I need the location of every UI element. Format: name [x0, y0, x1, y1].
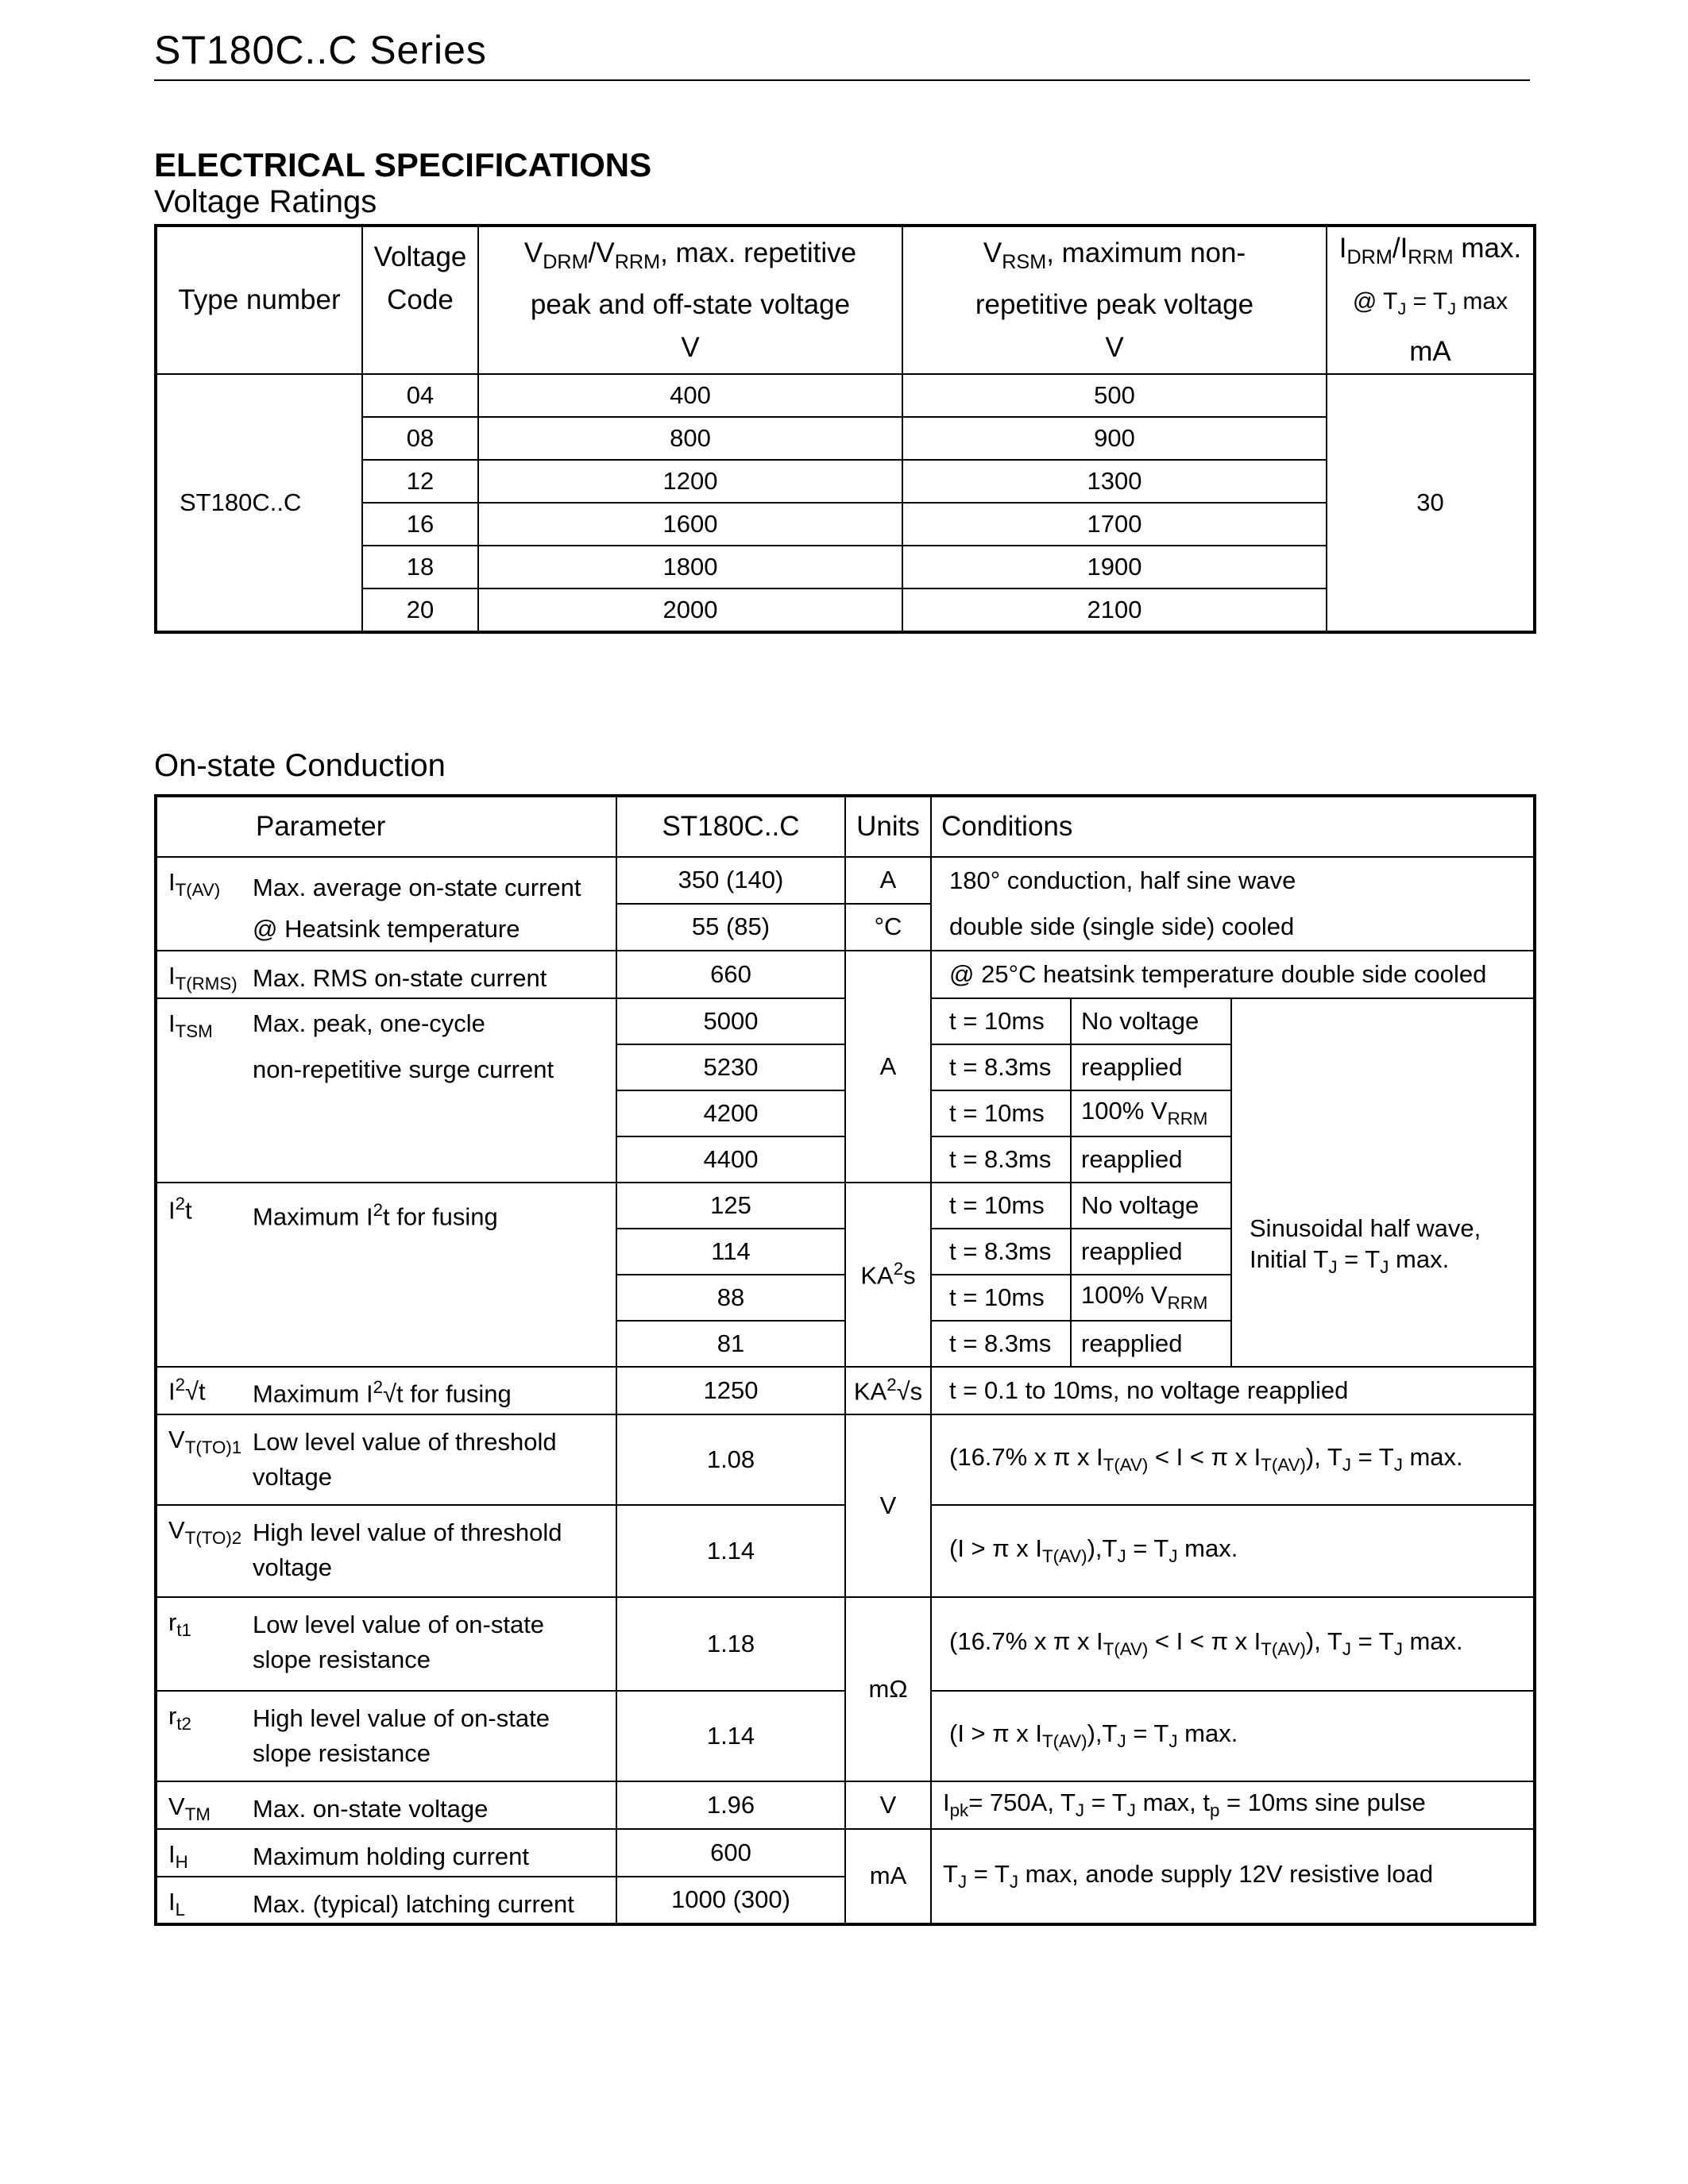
- header-type-number: Type number: [156, 226, 362, 374]
- vrsm-value: 2100: [902, 588, 1327, 632]
- value: 350 (140): [616, 857, 845, 904]
- vdrm-value: 1600: [478, 503, 902, 546]
- vrsm-value: 500: [902, 374, 1327, 417]
- parameter: High level value of on-state slope resistance: [249, 1691, 616, 1781]
- value: 88: [616, 1275, 845, 1321]
- condition: (16.7% x π x $I_{T(AV)} < I < \pi$ x $I_{T(AV)}$), $T_J = T_J$ max.: [931, 1414, 1535, 1505]
- unit: $KA^2√s$: [845, 1367, 931, 1414]
- reapply: No voltage: [1071, 998, 1231, 1044]
- symbol: $r_{t1}$: [156, 1597, 249, 1691]
- value: 5230: [616, 1044, 845, 1090]
- value: 1.96: [616, 1781, 845, 1829]
- value: 81: [616, 1321, 845, 1367]
- table-row: [156, 951, 1535, 998]
- vdrm-value: 400: [478, 374, 902, 417]
- voltage-code: 12: [362, 460, 478, 503]
- value: 55 (85): [616, 904, 845, 951]
- voltage-header-row: [156, 226, 1535, 374]
- vrsm-value: 1900: [902, 546, 1327, 588]
- symbol: $I_{T(RMS)}$: [156, 951, 249, 998]
- value: 5000: [616, 998, 845, 1044]
- voltage-code: 20: [362, 588, 478, 632]
- header-idrm: $I_{DRM}/I_{RRM}$ max. @ $T_J = T_J$ max mA: [1327, 226, 1535, 374]
- unit: A: [845, 951, 931, 1183]
- parameter: Max. on-state voltage: [249, 1781, 616, 1829]
- table-row: [156, 374, 1535, 417]
- time: t = 10ms: [931, 1090, 1071, 1136]
- vrsm-value: 1300: [902, 460, 1327, 503]
- reapply: 100% $V_{RRM}$: [1071, 1090, 1231, 1136]
- condition: (I > π x $I_{T(AV)}),T_J = T_J$ max.: [931, 1691, 1535, 1781]
- symbol: $I_H$: [156, 1829, 249, 1877]
- value: 1.18: [616, 1597, 845, 1691]
- vdrm-value: 1800: [478, 546, 902, 588]
- parameter: Max. average on-state current @ Heatsink temperature: [249, 857, 616, 951]
- time: t = 8.3ms: [931, 1044, 1071, 1090]
- reapply: reapplied: [1071, 1136, 1231, 1183]
- voltage-code: 18: [362, 546, 478, 588]
- time: t = 8.3ms: [931, 1229, 1071, 1275]
- time: t = 8.3ms: [931, 1321, 1071, 1367]
- parameter: High level value of threshold voltage: [249, 1505, 616, 1597]
- onstate-conduction-table: [154, 794, 1536, 1926]
- vdrm-value: 800: [478, 417, 902, 460]
- table-row: [156, 857, 1535, 904]
- time: t = 8.3ms: [931, 1136, 1071, 1183]
- table-row: [156, 1829, 1535, 1877]
- time: t = 10ms: [931, 1183, 1071, 1229]
- reapply: reapplied: [1071, 1321, 1231, 1367]
- value: 1.14: [616, 1691, 845, 1781]
- sinus-condition: Sinusoidal half wave, Initial $T_J = T_J$ max.: [1231, 998, 1535, 1367]
- value: 114: [616, 1229, 845, 1275]
- unit: $KA^2s$: [845, 1183, 931, 1367]
- symbol: $I_L$: [156, 1877, 249, 1924]
- parameter: Max. RMS on-state current: [249, 951, 616, 998]
- symbol: $I_{T(AV)}$: [156, 857, 249, 951]
- condition: $I_{pk}= 750A$, $T_J = T_J$ max, $t_p = 10ms$ sine pulse: [931, 1781, 1535, 1829]
- parameter: Max. (typical) latching current: [249, 1877, 616, 1924]
- table-row: [156, 1597, 1535, 1691]
- type-number-cell: ST180C..C: [156, 374, 362, 632]
- voltage-code: 04: [362, 374, 478, 417]
- time: t = 10ms: [931, 1275, 1071, 1321]
- condition: $T_J = T_J$ max, anode supply 12V resistive load: [931, 1829, 1535, 1924]
- unit: mA: [845, 1829, 931, 1924]
- parameter: Maximum holding current: [249, 1829, 616, 1877]
- vrsm-value: 900: [902, 417, 1327, 460]
- unit: V: [845, 1781, 931, 1829]
- value: 1250: [616, 1367, 845, 1414]
- unit: V: [845, 1414, 931, 1597]
- table-row: [156, 1781, 1535, 1829]
- table-row: [156, 1367, 1535, 1414]
- value: 1000 (300): [616, 1877, 845, 1924]
- voltage-code: 16: [362, 503, 478, 546]
- header-units: Units: [845, 796, 931, 857]
- vdrm-value: 2000: [478, 588, 902, 632]
- parameter: Maximum $I^2t$ for fusing: [249, 1183, 616, 1367]
- vrsm-value: 1700: [902, 503, 1327, 546]
- symbol: $I^2t$: [156, 1183, 249, 1367]
- table-row: [156, 1414, 1535, 1505]
- onstate-title: On-state Conduction: [154, 748, 446, 783]
- condition: t = 0.1 to 10ms, no voltage reapplied: [931, 1367, 1535, 1414]
- unit: A: [845, 857, 931, 904]
- section-title: ELECTRICAL SPECIFICATIONS: [154, 146, 652, 183]
- onstate-header-row: [156, 796, 1535, 857]
- condition: @ 25°C heatsink temperature double side cooled: [931, 951, 1535, 998]
- value: 1.14: [616, 1505, 845, 1597]
- parameter: Low level value of threshold voltage: [249, 1414, 616, 1505]
- parameter: Max. peak, one-cycle non-repetitive surge current: [249, 998, 616, 1183]
- reapply: reapplied: [1071, 1044, 1231, 1090]
- reapply: reapplied: [1071, 1229, 1231, 1275]
- parameter: Low level value of on-state slope resistance: [249, 1597, 616, 1691]
- value: 1.08: [616, 1414, 845, 1505]
- header-conditions: Conditions: [931, 796, 1535, 857]
- header-parameter: Parameter: [156, 796, 616, 857]
- unit: mΩ: [845, 1597, 931, 1781]
- idrm-value: 30: [1327, 374, 1535, 632]
- unit: °C: [845, 904, 931, 951]
- voltage-code: 08: [362, 417, 478, 460]
- voltage-ratings-table: [154, 224, 1536, 634]
- symbol: $I^2√t$: [156, 1367, 249, 1414]
- header-voltage-code: Voltage Code: [362, 226, 478, 374]
- condition: 180° conduction, half sine wave: [931, 857, 1535, 904]
- header-vdrm: $V_{DRM}/V_{RRM}$, max. repetitive peak and off-state voltage V: [478, 226, 902, 374]
- condition: (I > π x $I_{T(AV)}),T_J = T_J$ max.: [931, 1505, 1535, 1597]
- symbol: $V_{T(TO)2}$: [156, 1505, 249, 1597]
- value: 4400: [616, 1136, 845, 1183]
- reapply: 100% $V_{RRM}$: [1071, 1275, 1231, 1321]
- value: 4200: [616, 1090, 845, 1136]
- value: 600: [616, 1829, 845, 1877]
- reapply: No voltage: [1071, 1183, 1231, 1229]
- voltage-ratings-title: Voltage Ratings: [154, 184, 377, 219]
- vdrm-value: 1200: [478, 460, 902, 503]
- condition: (16.7% x π x $I_{T(AV)} < I < \pi$ x $I_{T(AV)}$), $T_J = T_J$ max.: [931, 1597, 1535, 1691]
- time: t = 10ms: [931, 998, 1071, 1044]
- symbol: $V_{T(TO)1}$: [156, 1414, 249, 1505]
- value: 125: [616, 1183, 845, 1229]
- value: 660: [616, 951, 845, 998]
- symbol: $V_{TM}$: [156, 1781, 249, 1829]
- parameter: Maximum $I^2√t$ for fusing: [249, 1367, 616, 1414]
- condition: double side (single side) cooled: [931, 904, 1535, 951]
- symbol: $I_{TSM}$: [156, 998, 249, 1183]
- document-title: ST180C..C Series: [154, 28, 487, 72]
- symbol: $r_{t2}$: [156, 1691, 249, 1781]
- header-device: ST180C..C: [616, 796, 845, 857]
- page-header: [154, 25, 1530, 81]
- header-vrsm: $V_{RSM}$, maximum non- repetitive peak voltage V: [902, 226, 1327, 374]
